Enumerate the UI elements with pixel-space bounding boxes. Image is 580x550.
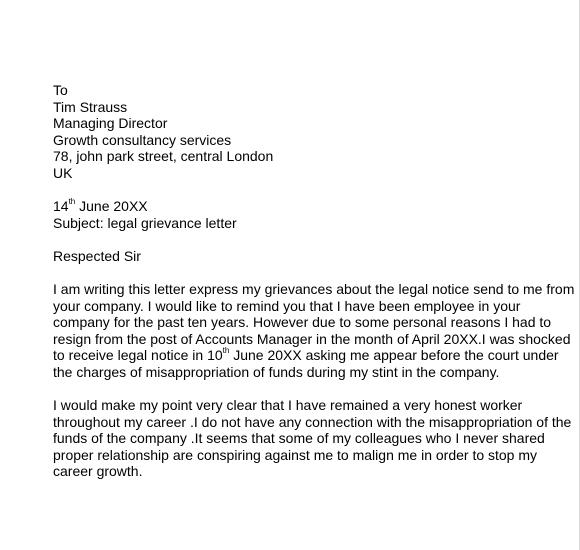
salutation-text: Respected Sir [53,248,141,264]
line5-day: 10 [207,347,223,363]
address-to: To [53,82,68,98]
recipient-country: UK [53,164,73,181]
paragraph-2 [53,397,572,480]
line5-suffix: th [222,346,230,355]
paragraph-1-line: resign from the post of Accounts Manager in the month of April 20XX.I was shocked [53,330,571,347]
date-rest: June 20XX [75,198,148,214]
line5-post: June 20XX asking me appear before the court under [229,347,559,363]
paragraph-2-line: career growth. [53,463,143,479]
date-day: 14 [53,198,69,214]
paragraph-1-line [53,346,559,364]
paragraph-2-line: I would make my point very clear that I have remained a very honest worker [53,397,523,413]
date-suffix: th [68,197,76,206]
recipient-name: Tim Strauss [53,98,128,115]
paragraph-1 [53,281,575,380]
paragraph-1-line: your company. I would like to remind you that I have been employee in your [53,297,521,314]
salutation [53,248,497,265]
recipient-address [53,82,497,181]
recipient-company: Growth consultancy services [53,131,232,148]
recipient-street: 78, john park street, central London [53,148,274,164]
paragraph-1-line: company for the past ten years. However due to some personal reasons I had to [53,314,552,330]
paragraph-2-line: funds of the company .It seems that some of my colleagues who I never shared [53,430,545,446]
paragraph-2-line: throughout my career .I do not have any connection with the misappropriation of the [53,413,572,430]
paragraph-2-line: proper relationship are conspiring against me to malign me in order to stop my [53,446,538,463]
recipient-title: Managing Director [53,115,168,131]
paragraph-1-line: the charges of misappropriation of funds during my stint in the company. [53,363,500,380]
letter-subject: Subject: legal grievance letter [53,214,237,231]
letter-date [53,198,497,215]
paragraph-1-line: I am writing this letter express my grievances about the legal notice send to me from [53,281,575,297]
date-subject-block [53,198,497,231]
line5-pre: to receive legal notice in [53,347,208,363]
